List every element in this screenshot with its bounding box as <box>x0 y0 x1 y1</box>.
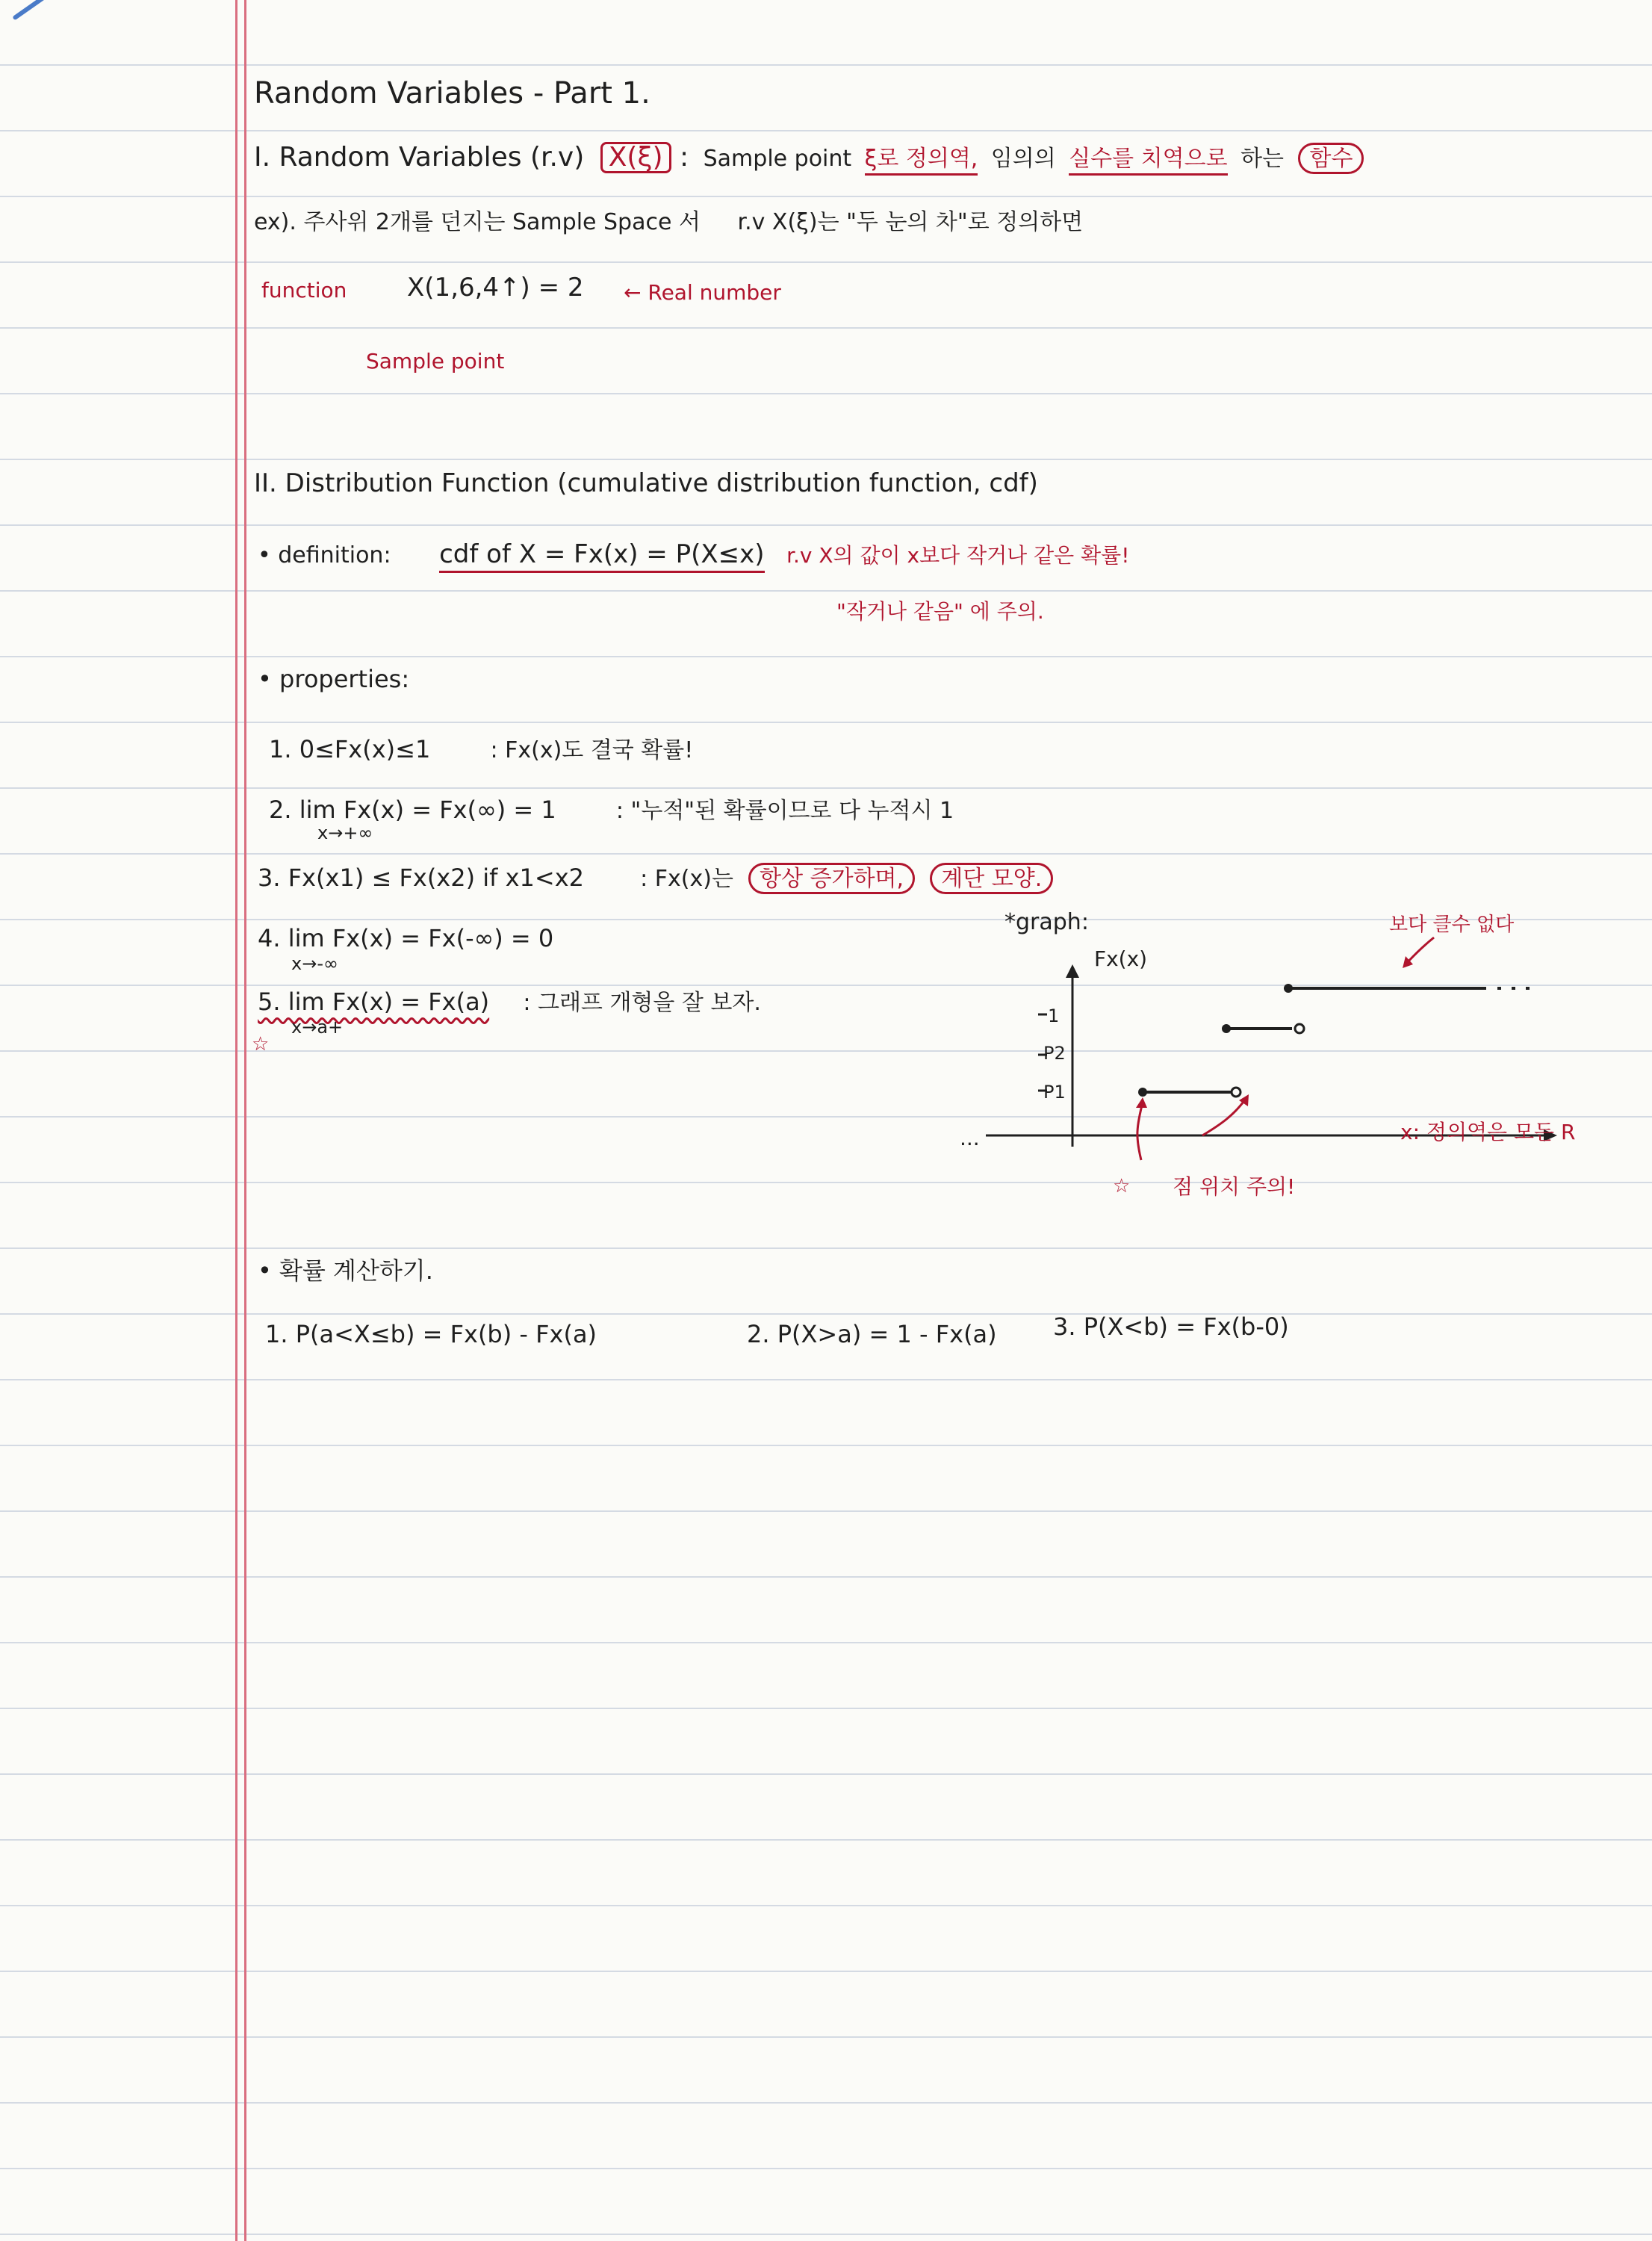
example-rest: r.v X(ξ)는 "두 눈의 차"로 정의하면 <box>737 209 1084 235</box>
graph-top-note: 보다 클수 없다 <box>1389 914 1515 936</box>
graph-left-dots: ... <box>960 1126 980 1150</box>
property-3-circle-1: 항상 증가하며, <box>748 863 915 894</box>
real-number-text: Real number <box>648 280 781 305</box>
property-5-subscript: x→a+ <box>291 1017 344 1038</box>
property-3-expression: 3. Fx(x1) ≤ Fx(x2) if x1<x2 <box>258 864 584 892</box>
important-star-left: ☆ <box>252 1033 270 1056</box>
real-number-note: ← Real number <box>624 280 781 305</box>
function-circle: 함수 <box>1298 143 1364 174</box>
property-1-expression: 1. 0≤Fx(x)≤1 <box>269 735 431 763</box>
section1-desc-3: 하는 <box>1240 146 1285 172</box>
step-p1-start <box>1138 1088 1147 1097</box>
property-2-expression: 2. lim Fx(x) = Fx(∞) = 1 <box>269 796 556 824</box>
section1-desc-1: Sample point <box>703 146 852 172</box>
section1-heading <box>254 142 1364 174</box>
random-variable-box: X(ξ) <box>600 142 671 173</box>
red-arrow-1 <box>1137 1102 1143 1160</box>
function-expression: X(1,6,4↑) = 2 <box>407 273 584 303</box>
graph-fx-label: Fx(x) <box>1094 946 1148 971</box>
graph-bottom-note: 점 위치 주의! <box>1173 1174 1296 1199</box>
definition-line <box>258 539 1130 569</box>
red-arrow-2 <box>1202 1099 1246 1135</box>
page-title: Random Variables - Part 1. <box>254 76 650 111</box>
graph-label-1: 1 <box>1048 1005 1060 1026</box>
property-3-note-prefix: : Fx(x)는 <box>640 866 733 892</box>
section1-desc-2: 임의의 <box>990 146 1056 172</box>
step-p1-end-open <box>1232 1088 1240 1097</box>
property-3-circle-2: 계단 모양. <box>930 863 1053 894</box>
section1-heading-prefix: I. Random Variables (r.v) <box>254 142 585 173</box>
section2-heading: II. Distribution Function (cumulative distribution function, cdf) <box>254 468 1038 498</box>
property-5-note: : 그래프 개형을 잘 보자. <box>523 990 761 1016</box>
cdf-step-graph <box>948 923 1591 1206</box>
formula-1: 1. P(a<X≤b) = Fx(b) - Fx(a) <box>265 1320 597 1348</box>
step-top-start <box>1284 984 1293 993</box>
red-arrow-1-head <box>1136 1097 1147 1108</box>
definition-expression: cdf of X = Fx(x) = P(X≤x) <box>439 539 764 573</box>
margin-line-left <box>235 0 237 2241</box>
section1-colon: : <box>680 142 689 173</box>
function-label: function <box>261 278 347 303</box>
pen-stroke <box>12 0 88 20</box>
section3-heading: • 확률 계산하기. <box>258 1256 433 1285</box>
sample-point-label: Sample point <box>366 349 505 374</box>
definition-note-2: "작거나 같음" 에 주의. <box>836 599 1044 624</box>
property-4-subscript: x→-∞ <box>291 953 338 974</box>
formula-2: 2. P(X>a) = 1 - Fx(a) <box>747 1320 997 1348</box>
graph-title: *graph: <box>1004 909 1089 935</box>
definition-note: r.v X의 값이 x보다 작거나 같은 확률! <box>786 543 1130 568</box>
step-p2-start <box>1222 1024 1231 1033</box>
property-3 <box>258 863 1053 894</box>
graph-x-label: x: 정의역은 모든 R <box>1400 1120 1576 1144</box>
graph-star: ☆ <box>1113 1175 1131 1197</box>
property-1-note: : Fx(x)도 결국 확률! <box>490 737 694 763</box>
graph-label-p2: P2 <box>1043 1043 1066 1064</box>
formula-3: 3. P(X<b) = Fx(b-0) <box>1053 1312 1289 1341</box>
property-2-note: : "누적"된 확률이므로 다 누적시 1 <box>615 798 954 824</box>
property-5-expression: 5. lim Fx(x) = Fx(a) <box>258 988 490 1016</box>
example-prefix: ex). 주사위 2개를 던지는 Sample Space 서 <box>254 209 701 235</box>
properties-label: • properties: <box>258 665 410 693</box>
y-axis-arrow <box>1066 964 1079 978</box>
property-5 <box>258 990 761 1014</box>
red-arrow-top <box>1406 937 1434 964</box>
property-2 <box>269 798 954 822</box>
example-line <box>254 211 1083 234</box>
property-1 <box>269 737 693 762</box>
step-p2-end-open <box>1295 1024 1304 1033</box>
section1-desc-red-1: ξ로 정의역, <box>865 146 978 176</box>
property-4: 4. lim Fx(x) = Fx(-∞) = 0 <box>258 924 554 952</box>
section1-desc-red-2: 실수를 치역으로 <box>1069 146 1227 176</box>
margin-line-right <box>244 0 246 2241</box>
graph-label-p1: P1 <box>1043 1082 1066 1103</box>
definition-label: • definition: <box>258 542 391 568</box>
property-2-subscript: x→+∞ <box>317 822 373 843</box>
